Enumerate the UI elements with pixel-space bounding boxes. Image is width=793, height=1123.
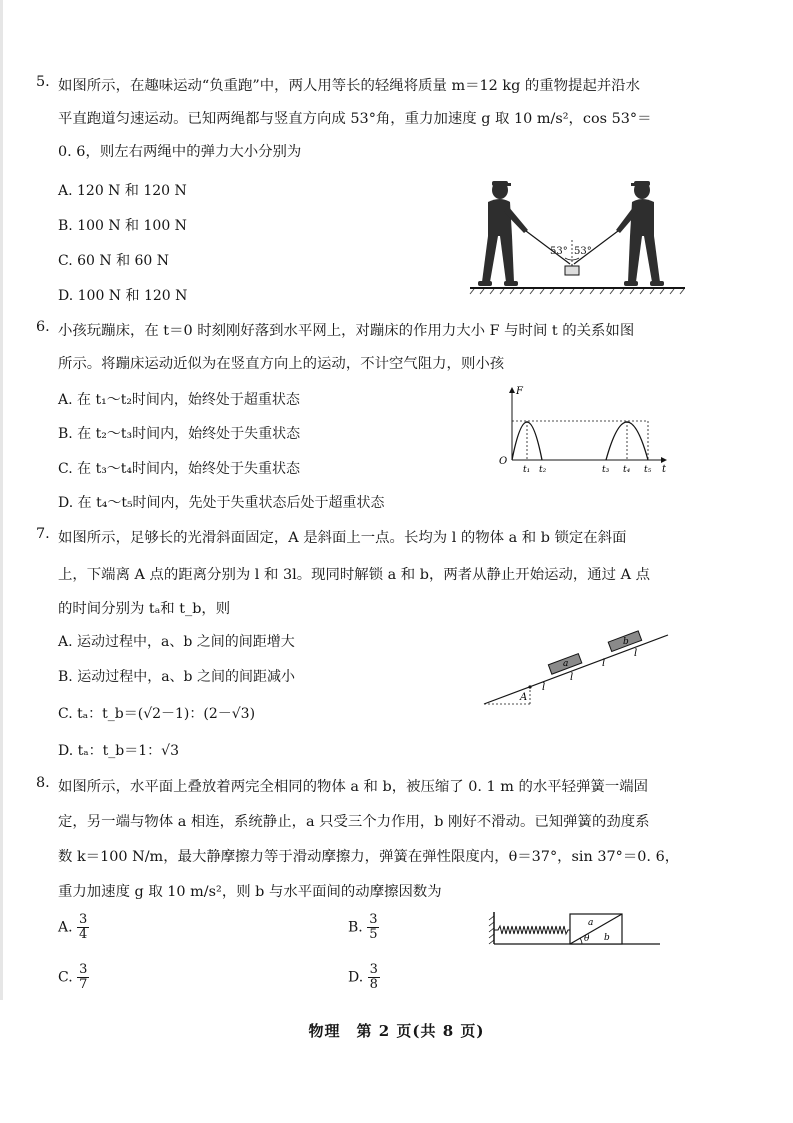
graph-x-label: t (662, 464, 667, 475)
q5-number: 5. (36, 74, 50, 90)
spring (494, 926, 570, 934)
q6-option-b: B. 在 t₂～t₃时间内，始终处于失重状态 (58, 426, 301, 442)
length-label-2: l (570, 672, 574, 683)
page-footer: 物理 第 2 页(共 8 页) (308, 1022, 485, 1040)
q8-number: 8. (36, 775, 50, 791)
q5-option-b: B. 100 N 和 100 N (58, 218, 187, 234)
block-a-label: a (563, 659, 569, 669)
q8-option-d-fraction: $\frac{3}{8}$ (369, 962, 378, 992)
q7-option-a: A. 运动过程中，a、b 之间的间距增大 (58, 634, 295, 650)
q8-option-d-letter: D. (348, 969, 364, 986)
left-person-icon (478, 181, 528, 286)
tick-t5: t₅ (644, 465, 652, 475)
q8-option-c-letter: C. (58, 969, 73, 986)
q5-option-c: C. 60 N 和 60 N (58, 253, 170, 269)
q7-option-d: D. tₐ：t_b＝1：√3 (58, 743, 179, 759)
q8-option-a-letter: A. (58, 919, 73, 936)
incline-surface (484, 635, 668, 704)
scan-edge (0, 0, 3, 1000)
q5-option-a: A. 120 N 和 120 N (58, 183, 187, 199)
q8-option-a (58, 913, 89, 942)
q8-stem-line1: 如图所示，水平面上叠放着两完全相同的物体 a 和 b，被压缩了 0. 1 m 的水平轻弹簧一端固 (58, 779, 649, 795)
q5-stem-line2: 平直跑道匀速运动。已知两绳都与竖直方向成 53°角，重力加速度 g 取 10 m/s²，cos 53°＝ (58, 111, 652, 127)
tick-t1: t₁ (523, 465, 531, 475)
angle-right-label: 53° (574, 246, 592, 257)
q7-option-b: B. 运动过程中，a、b 之间的间距减小 (58, 669, 295, 685)
point-a-label: A (520, 692, 528, 703)
theta-label: θ (584, 934, 590, 944)
q5-stem-line3: 0. 6，则左右两绳中的弹力大小分别为 (58, 144, 302, 160)
length-label-1: l (542, 682, 546, 693)
q8-option-d (348, 963, 380, 992)
q5-figure-two-people-carrying-weight (470, 178, 690, 296)
q8-stem-line3: 数 k＝100 N/m，最大静摩擦力等于滑动摩擦力，弹簧在弹性限度内，θ＝37°，sin 37°＝0. 6， (58, 849, 680, 865)
q8-option-b (348, 913, 379, 942)
q6-option-c: C. 在 t₃～t₄时间内，始终处于失重状态 (58, 461, 301, 477)
q8-option-b-letter: B. (348, 919, 363, 936)
length-label-3: l (602, 658, 606, 669)
q7-stem-line3: 的时间分别为 tₐ和 t_b，则 (58, 601, 231, 617)
q8-option-c (58, 963, 89, 992)
q6-force-time-graph (494, 384, 674, 474)
q6-option-d: D. 在 t₄～t₅时间内，先处于失重状态后处于超重状态 (58, 495, 385, 511)
q8-option-b-fraction: $\frac{3}{5}$ (369, 912, 378, 942)
q8-stem-line4: 重力加速度 g 取 10 m/s²，则 b 与水平面间的动摩擦因数为 (58, 884, 442, 900)
q5-option-d: D. 100 N 和 120 N (58, 288, 188, 304)
block-a-label: a (588, 918, 594, 928)
tick-t4: t₄ (623, 465, 631, 475)
q8-stem-line2: 定，另一端与物体 a 相连，系统静止，a 只受三个力作用，b 刚好不滑动。已知弹簧的劲度系 (58, 814, 650, 830)
graph-origin-label: O (499, 456, 508, 467)
q7-option-c: C. tₐ：t_b＝(√2－1)：(2－√3) (58, 706, 256, 722)
angle-left-label: 53° (550, 246, 568, 257)
graph-y-label: F (516, 386, 523, 397)
tick-t3: t₃ (602, 465, 610, 475)
weight-block (565, 266, 579, 275)
q6-stem-line2: 所示。将蹦床运动近似为在竖直方向上的运动，不计空气阻力，则小孩 (58, 356, 505, 372)
q8-option-c-fraction: $\frac{3}{7}$ (79, 962, 88, 992)
q7-stem-line2: 上，下端离 A 点的距离分别为 l 和 3l。现同时解锁 a 和 b，两者从静止开始运动，通过 A 点 (58, 567, 650, 583)
q6-stem-line1: 小孩玩蹦床，在 t＝0 时刻刚好落到水平网上，对蹦床的作用力大小 F 与时间 t 的关系如图 (58, 323, 635, 339)
q8-spring-blocks-figure (488, 908, 668, 948)
q5-stem-line1: 如图所示，在趣味运动“负重跑”中，两人用等长的轻绳将质量 m＝12 kg 的重物提起并沿水 (58, 78, 641, 94)
q6-number: 6. (36, 319, 50, 335)
tick-t2: t₂ (539, 465, 547, 475)
q7-incline-figure (478, 620, 678, 710)
block-b-label: b (623, 637, 629, 647)
q6-option-a: A. 在 t₁～t₂时间内，始终处于超重状态 (58, 392, 300, 408)
q7-stem-line1: 如图所示，足够长的光滑斜面固定，A 是斜面上一点。长均为 l 的物体 a 和 b 锁定在斜面 (58, 530, 627, 546)
length-label-4: l (634, 648, 638, 659)
right-person-icon (616, 181, 664, 286)
q7-number: 7. (36, 526, 50, 542)
block-b-label: b (604, 933, 610, 943)
q8-option-a-fraction: $\frac{3}{4}$ (79, 912, 88, 942)
